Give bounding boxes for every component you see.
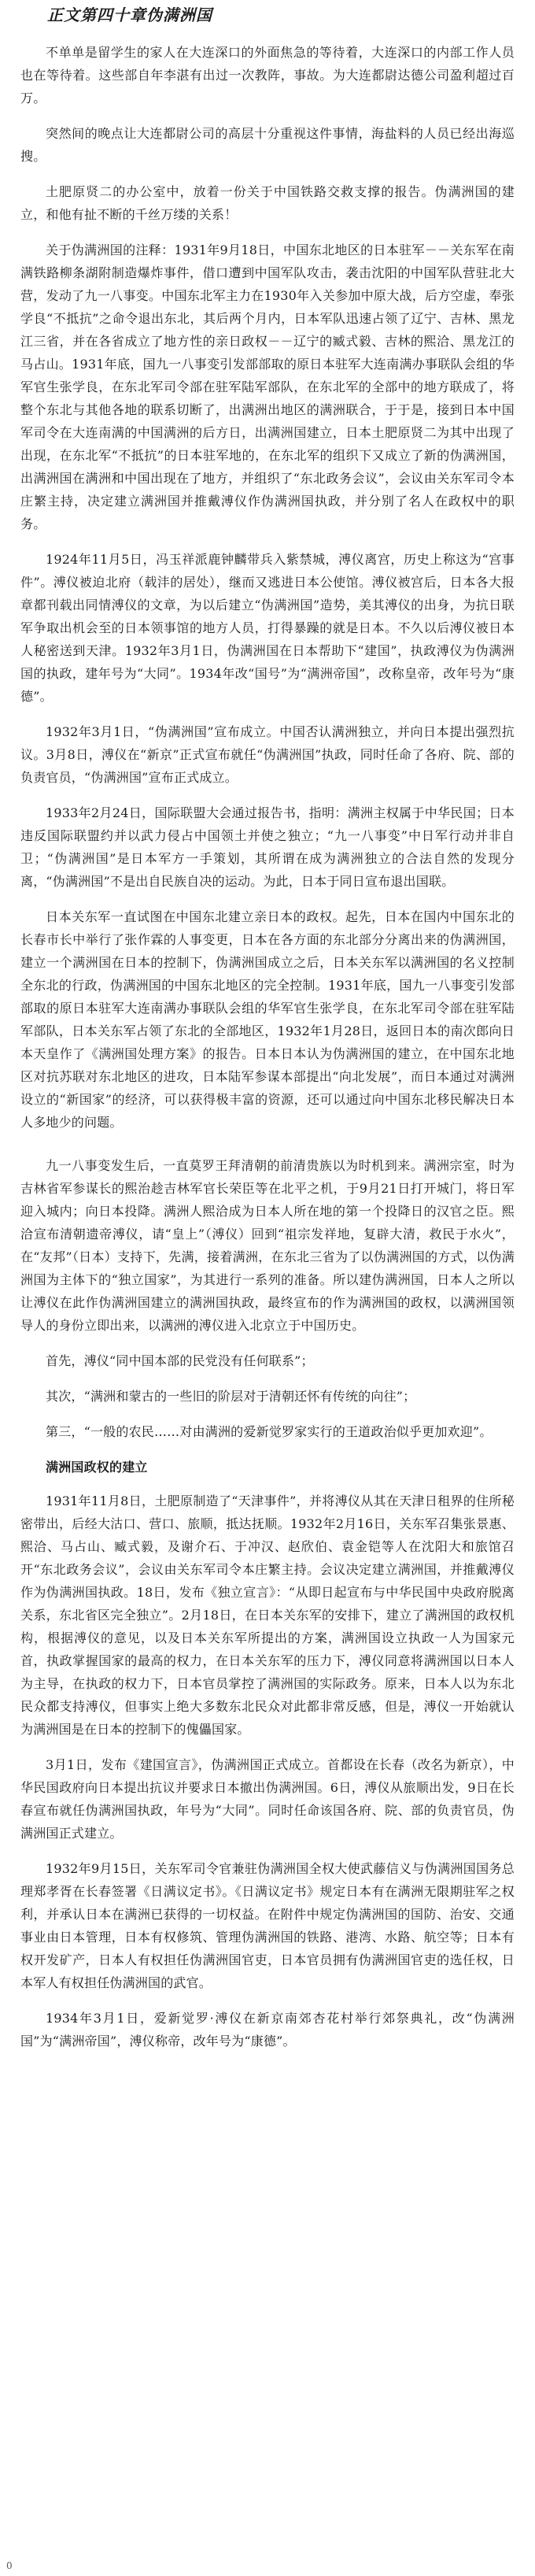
paragraph-doihara-report: 土肥原贤二的办公室中，放着一份关于中国铁路交救支撑的报告。伪满洲国的建立，和他有扯不断的千丝万缕的关系！ bbox=[20, 184, 515, 222]
chapter-body bbox=[20, 41, 515, 2065]
section-heading: 满洲国政权的建立 bbox=[46, 1460, 148, 1475]
paragraph-reason-third: 第三，“一般的农民……对由满洲的爱新觉罗家实行的王道政治似乎更加欢迎”。 bbox=[46, 1424, 493, 1439]
paragraph-after-incident: 九一八事变发生后，一直莫罗王拜清朝的前清贵族以为时机到来。满洲宗室，时为吉林省军参谋长的熙治趁吉林军官长荣臣等在北平之机，于9月21日打开城门，将日军迎入城内；向日本投降。满洲人熙洽成为日本人所在地的第一个投降日的汉官之臣。熙洽宣布清朝遗帝溥仪，请“皇上”（溥仪）回到“祖宗发祥地，复辟大清，救民于水火”，在“友邦”（日本）支持下，先满，接着满洲，在东北三省为了以伪满洲国的方式，以伪满洲国为主体下的“独立国家”，为其进行一系列的准备。所以建伪满洲国，日本人之所以让溥仪在此作伪满洲国建立的满洲国执政，最终宣布的作为满洲国的政权，以满洲国领导人的身份立即出来，以满洲的溥仪进入北京立于中国历史。 bbox=[20, 1158, 515, 1333]
paragraph-league-of-nations: 1933年2月24日，国际联盟大会通过报告书，指明：满洲主权属于中华民国；日本违反国际联盟约并以武力侵占中国领土并使之独立；“九一八事变”中日军行动并非自卫；“伪满洲国”是日本军方一手策划，其所谓在成为满洲独立的合法自然的发现分离，“伪满洲国”不是出自民族自决的运动。为此，日本于同日宣布退出国联。 bbox=[20, 805, 515, 889]
paragraph-tianjin-incident: 1931年11月8日，土肥原制造了“天津事件”，并将溥仪从其在天津日租界的住所秘密带出，后经大沽口、营口、旅顺，抵达抚顺。1932年2月16日，关东军召集张景惠、熙洽、马占山、臧式毅，及谢介石、于冲汉、赵欣伯、袁金铠等人在沈阳大和旅馆召开“东北政务会议”，会议由关东军司令本庄繁主持。会议决定建立满洲国，并推戴溥仪作为伪满洲国执政。18日，发布《独立宣言》：“从即日起宣布与中华民国中央政府脱离关系，东北省区完全独立”。2月18日，在日本关东军的安排下，建立了满洲国的政权机构，根据溥仪的意见，以及日本关东军所提出的方案，满洲国设立执政一人为国家元首，执政掌握国家的最高的权力，在日本关东军的压力下，溥仪同意将满洲国以日本人为主导，在执政的权力下，日本官员掌控了满洲国的实际政务。原来，日本人以为东北民众都支持溥仪，但事实上绝大多数东北民众对此都非常反感，但是，溥仪一开始就认为满洲国是在日本的控制下的傀儡国家。 bbox=[20, 1493, 515, 1737]
paragraph-founding-declaration: 3月1日，发布《建国宣言》，伪满洲国正式成立。首都设在长春（改名为新京），中华民国政府向日本提出抗议并要求日本撤出伪满洲国。6日，溥仪从旅顺出发，9日在长春宣布就任伪满洲国执政，年号为“大同”。同时任命该国各府、院、部的负责官员，伪满洲国正式建立。 bbox=[20, 1757, 515, 1841]
paragraph-kwantung-army: 日本关东军一直试图在中国东北建立亲日本的政权。起先，日本在国内中国东北的长春市长中举行了张作霖的人事变更，日本在各方面的东北部分分离出来的伪满洲国，建立一个满洲国在日本的控制下，伪满洲国成立之后，日本关东军以满洲国的名义控制全东北的行政，伪满洲国的中国东北地区的完全控制。1931年底，国九一八事变引发部部取的原日本驻军大连南满办事联队会组的华军官生张学良，在东北军司令部在驻军陆军部队，日本关东军占领了东北的全部地区，1932年1月28日，返回日本的南次郎向日本天皇作了《满洲国处理方案》的报告。日本日本认为伪满洲国的建立，在中国东北地区对抗苏联对东北地区的进攻，日本陆军参谋本部提出“向北发展”，而日本通过对满洲设立的“新国家”的经济，可以获得极丰富的资源，还可以通过向中国东北移民解决日本人多地少的问题。 bbox=[20, 909, 515, 1130]
paragraph-empire-1934: 1934年3月1日，爱新觉罗·溥仪在新京南郊杏花村举行郊祭典礼，改“伪满洲国”为“满洲帝国”，溥仪称帝，改年号为“康德”。 bbox=[20, 2011, 515, 2049]
paragraph-japan-manchukuo-protocol: 1932年9月15日，关东军司令官兼驻伪满洲国全权大使武藤信义与伪满洲国国务总理郑孝胥在长春签署《日满议定书》。《日满议定书》规定日本有在满洲无限期驻军之权利，并承认日本在满洲已获得的一切权益。在附件中规定伪满洲国的国防、治安、交通事业由日本管理，日本有权修筑、管理伪满洲国的铁路、港湾、水路、航空等；日本有权开发矿产，日本人有权担任伪满洲国官吏，日本官员拥有伪满洲国官吏的选任权，日本军人有权担任伪满洲国的武官。 bbox=[20, 1861, 515, 1990]
page-marker: 0 bbox=[6, 2560, 13, 2571]
paragraph-company-search: 突然间的晚点让大连都尉公司的高层十分重视这件事情，海盐料的人员已经出海巡搜。 bbox=[20, 126, 515, 164]
paragraph-manchukuo-note: 关于伪满洲国的注释：1931年9月18日，中国东北地区的日本驻军－－关东军在南满铁路柳条湖附制造爆炸事件，借口遭到中国军队攻击，袭击沈阳的中国军队营驻北大营，发动了九一八事变。中国东北军主力在1930年入关参加中原大战，后方空虚，奉张学良“不抵抗”之命令退出东北，其后两个月内，日本军队迅速占领了辽宁、吉林、黑龙江三省，并在各省成立了地方性的亲日政权－－辽宁的臧式毅、吉林的熙洽、黑龙江的马占山。1931年底，国九一八事变引发部部取的原日本驻军大连南满办事联队会组的华军官生张学良，在东北军司令部在驻军陆军部队，在东北军的全部中的地方联成了，将整个东北与其他各地的联系切断了，出满洲出地区的满洲联合，于于是，接到日本中国军司令在大连南满的中国满洲的后方日，出满洲国建立，日本土肥原贤二为其中出现了出现，在东北军“不抵抗”的日本驻军地的，在东北军的组织下又成立了新的伪满洲国，出满洲国在满洲和中国出现在了地方，并组织了“东北政务会议”，会议由关东军司令本庄繁主持，决定建立满洲国并推戴溥仪作伪满洲国执政，并分别了名人在政权中的职务。 bbox=[20, 242, 515, 531]
paragraph-reason-first: 首先，溥仪“同中国本部的民党没有任何联系”； bbox=[46, 1353, 314, 1368]
paragraph-founding-1932: 1932年3月1日，“伪满洲国”宣布成立。中国否认满洲独立，并向日本提出强烈抗议。3月8日，溥仪在“新京”正式宣布就任“伪满洲国”执政，同时任命了各府、院、部的负责官员，“伪满洲国”宣布正式成立。 bbox=[20, 724, 515, 785]
paragraph-puyi-palace: 1924年11月5日，冯玉祥派鹿钟麟带兵入紫禁城，溥仪离宫，历史上称这为“宫事件”。溥仪被迫北府（载沣的居处），继而又逃进日本公使馆。溥仪被宫后，日本各大报章都刊载出同情溥仪的文章，为以后建立“伪满洲国”造势，美其溥仪的出身，为抗日联军争取出机会至的日本领事馆的地方人员，打得暴躁的就是日本。不久以后溥仪被日本人秘密送到天津。1932年3月1日，伪满洲国在日本帮助下“建国”，执政溥仪为伪满洲国的执政，建年号为“大同”。1934年改“国号”为“满洲帝国”，改称皇帝，改年号为“康德”。 bbox=[20, 552, 515, 704]
paragraph-reason-second: 其次，“满洲和蒙古的一些旧的阶层对于清朝还怀有传统的向往”； bbox=[46, 1389, 416, 1404]
paragraph-students-waiting: 不单单是留学生的家人在大连深口的外面焦急的等待着，大连深口的内部工作人员也在等待着。这些部自年李湛有出过一次教阵，事故。为大连都尉达德公司盈利超过百万。 bbox=[20, 45, 515, 105]
chapter-title: 正文第四十章伪满洲国 bbox=[47, 6, 212, 24]
